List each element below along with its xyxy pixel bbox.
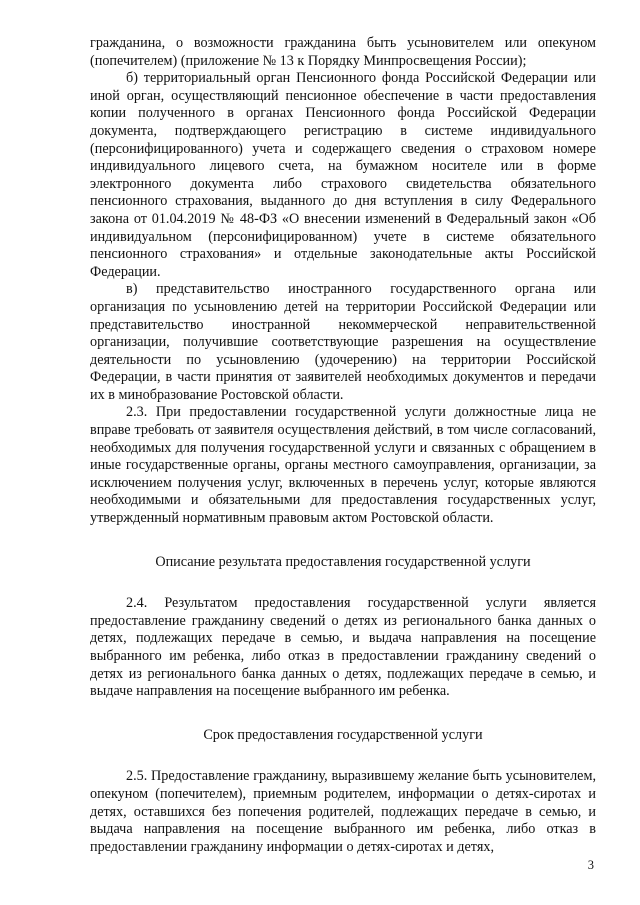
section-spacer <box>90 528 596 554</box>
paragraph-item-b: б) территориальный орган Пенсионного фонда Российской Федерации или иной орган, осуществляющий пенсионное обеспечение в части предоставления копии полученного в органах Пенсионного фонда Российской Федерации документа, подтверждающего регистрацию в системе индивидуального (персонифицированного) учета и содержащего сведения о страховом номере индивидуального лицевого счета, на бумажном носителе или в форме электронного документа либо страхового свидетельства обязательного пенсионного страхования, выданного до дня вступления в силу Федерального закона от 01.04.2019 № 48-ФЗ «О внесении изменений в Федеральный закон «Об индивидуальном (персонифицированном) учете в системе обязательного пенсионного страхования» и отдельные законодательные акты Российской Федерации. <box>90 70 596 280</box>
document-body <box>90 35 596 856</box>
section-spacer <box>90 701 596 727</box>
paragraph-2-4: 2.4. Результатом предоставления государственной услуги является предоставление гражданину сведений о детях из регионального банка данных о детях, подлежащих передаче в семью, и выдача направления на посещение выбранного им ребенка, либо отказ в предоставлении гражданину сведений о детях из регионального банка данных о детях, подлежащих передаче в семью, и выдаче направления на посещение выбранного им ребенка. <box>90 595 596 700</box>
paragraph-continuation: гражданина, о возможности гражданина быть усыновителем или опекуном (попечителем) (приложение № 13 к Порядку Минпросвещения России); <box>90 35 596 69</box>
section-spacer <box>90 744 596 768</box>
section-spacer <box>90 571 596 595</box>
section-heading-term: Срок предоставления государственной услуги <box>203 726 483 743</box>
paragraph-2-5: 2.5. Предоставление гражданину, выразившему желание быть усыновителем, опекуном (попечителем), приемным родителем, информации о детях-сиротах и детях, оставшихся без попечения родителей, подлежащих передаче в семью, и выдача направления на посещение выбранного им ребенка, либо отказ в предоставлении гражданину информации о детях-сиротах и детях, <box>90 768 596 855</box>
section-heading-result: Описание результата предоставления государственной услуги <box>155 553 531 570</box>
page-number: 3 <box>587 858 594 872</box>
paragraph-2-3: 2.3. При предоставлении государственной услуги должностные лица не вправе требовать от заявителя осуществления действий, в том числе согласований, необходимых для получения государственной услуги и связанных с обращением в иные государственные органы, органы местного самоуправления, организации, за исключением получения услуг, включенных в перечень услуг, которые являются необходимыми и обязательными для предоставления государственных услуг, утвержденный нормативным правовым актом Ростовской области. <box>90 404 596 527</box>
paragraph-item-v: в) представительство иностранного государственного органа или организация по усыновлению детей на территории Российской Федерации или представительство иностранной некоммерческой неправительственной организации, получившие соответствующие разрешения на осуществление деятельности по усыновлению (удочерению) на территории Российской Федерации, в части принятия от заявителей необходимых документов и передачи их в минобразование Ростовской области. <box>90 281 596 403</box>
